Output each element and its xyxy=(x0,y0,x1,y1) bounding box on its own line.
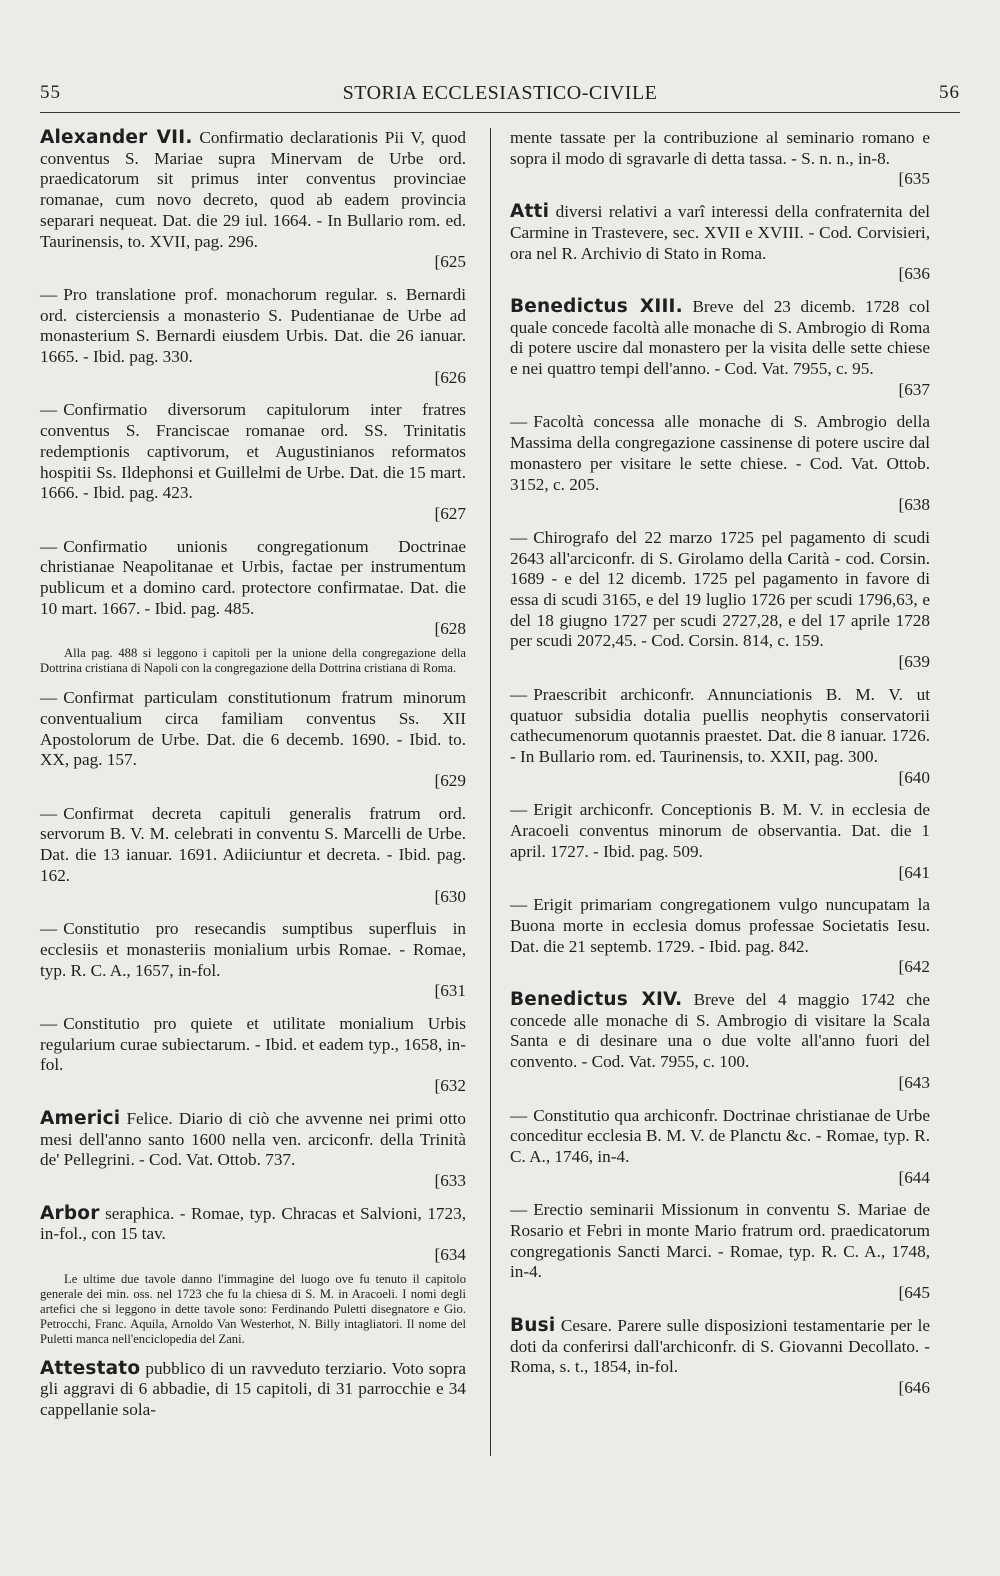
entry-number: [643 xyxy=(898,1072,930,1092)
entry-text: Erigit primariam congregationem vulgo nuncupatam la Buona morte in ecclesia domus professae Societatis Iesu. Dat. die 21 septemb. 1729. - Ibid. pag. 842. xyxy=(510,895,930,956)
entry-number: [645 xyxy=(898,1283,930,1303)
entry-number: [640 xyxy=(898,767,930,787)
catalog-entry xyxy=(40,919,466,1002)
catalog-entry xyxy=(40,688,466,792)
entry-text: Erectio seminarii Missionum in conventu S. Mariae de Rosario et Febri in monte Mario fratrum ord. praedicatorum congregationis Sancti Marci. - Romae, typ. R. C. A., 1748, in-4. xyxy=(510,1200,930,1282)
entry-heading: Benedictus XIV. xyxy=(510,989,683,1011)
catalog-entry xyxy=(40,1014,466,1097)
entry-dash: — xyxy=(510,800,528,820)
entry-number: [644 xyxy=(898,1167,930,1187)
entry-text: Praescribit archiconfr. Annunciationis B. M. V. ut quatuor subsidia dotalia puellis neophytis conservatorii cathecumenorum quotannis praestet. Dat. die 8 ianuar. 1726. - In Bullario rom. ed. Taurinensis, to. XXII, pag. 300. xyxy=(510,684,930,766)
running-head xyxy=(40,78,960,112)
catalog-entry xyxy=(510,528,930,673)
catalog-entry xyxy=(510,990,930,1094)
entry-number: [625 xyxy=(434,252,466,272)
entry-heading: Benedictus XIII. xyxy=(510,295,683,317)
entry-heading: Busi xyxy=(510,1314,556,1336)
entry-heading: Atti xyxy=(510,201,550,223)
catalog-entry xyxy=(510,1200,930,1304)
catalog-entry xyxy=(40,1109,466,1192)
entry-dash: — xyxy=(40,803,58,823)
entry-number: [638 xyxy=(898,495,930,515)
entry-number: [642 xyxy=(898,957,930,977)
entry-text: Confirmatio diversorum capitulorum inter fratres conventus S. Franciscae romanae ord. SS. Trinitatis redemptionis captivorum, et Augustinianos reformatos hospitii Ss. Ildephonsi et Guillelmi de Urbe. Dat. die 15 mart. 1666. - Ibid. pag. 423. xyxy=(40,400,466,503)
catalog-entry xyxy=(510,202,930,285)
page-number-left: 55 xyxy=(40,82,61,103)
entry-text: Breve del 4 maggio 1742 che concede alle monache di S. Ambrogio di visitare la Scala Santa e di desinare una o due volte all'anno fuori del convento. - Cod. Vat. 7955, c. 100. xyxy=(510,990,930,1072)
entry-text: Confirmatio declarationis Pii V, quod conventus S. Mariae supra Minervam de Urbe ord. praedicatorum sit primus inter conventus provinciae romanae, cum novo decreto, quod ab eadem provincia separari nequeat. Dat. die 29 iul. 1664. - In Bullario rom. ed. Taurinensis, to. XVII, pag. 296. xyxy=(40,128,466,251)
entry-number: [630 xyxy=(434,886,466,906)
catalog-entry xyxy=(40,128,466,273)
catalog-entry xyxy=(510,1316,930,1399)
entry-text: Confirmatio unionis congregationum Doctrinae christianae Neapolitanae et Urbis, factae per instrumentum publicum et a domino card. protectore confirmatae. Dat. die 10 mart. 1667. - Ibid. pag. 485. xyxy=(40,536,466,618)
entry-dash: — xyxy=(40,1014,58,1034)
catalog-entry xyxy=(40,285,466,389)
entry-number: [631 xyxy=(434,981,466,1001)
catalog-entry xyxy=(510,412,930,516)
entry-dash: — xyxy=(510,1105,528,1125)
entry-number: [628 xyxy=(434,619,466,639)
right-column xyxy=(510,128,930,1411)
entry-dash: — xyxy=(40,536,58,556)
entry-text: Chirografo del 22 marzo 1725 pel pagamento di scudi 2643 all'arciconfr. di S. Girolamo della Carità - cod. Corsin. 1689 - e del 12 dicemb. 1725 pel pagamento in favore di essa di scudi 3165, e del 19 luglio 1726 per scudi 1796,63, e del 18 giugno 1727 per scudi 2727,28, e del 17 aprile 1728 per scudi 2072,45. - Cod. Corsin. 814, c. 159. xyxy=(510,527,930,651)
entry-text: Confirmat particulam constitutionum fratrum minorum conventualium circa familiam conventus Ss. XII Apostolorum de Urbe. Dat. die 6 decemb. 1690. - Ibid. to. XX, pag. 157. xyxy=(40,688,466,770)
entry-dash: — xyxy=(40,688,58,708)
entry-text: diversi relativi a varî interessi della confraternita del Carmine in Trastevere, sec. XVII e XVIII. - Cod. Corvisieri, ora nel R. Archivio di Stato in Roma. xyxy=(510,202,930,263)
entry-number: [641 xyxy=(898,862,930,882)
entry-heading: Arbor xyxy=(40,1202,100,1224)
entry-text: seraphica. - Romae, typ. Chracas et Salvioni, 1723, in-fol., con 15 tav. xyxy=(40,1203,466,1244)
page-title: STORIA ECCLESIASTICO-CIVILE xyxy=(342,82,658,104)
entry-text: Breve del 23 dicemb. 1728 col quale concede facoltà alle monache di S. Ambrogio di Roma di potere uscire dal monastero per la visita delle sette chiese e nei quattro tempi dell'anno. - Cod. Vat. 7955, c. 95. xyxy=(510,296,930,379)
entry-number: [627 xyxy=(434,503,466,523)
entry-number: [636 xyxy=(898,264,930,284)
catalog-entry xyxy=(510,1106,930,1189)
catalog-entry xyxy=(510,128,930,190)
entry-number: [635 xyxy=(898,169,930,189)
catalog-entry xyxy=(510,800,930,883)
entry-number: [626 xyxy=(434,367,466,387)
entry-text: Felice. Diario di ciò che avvenne nei primi otto mesi dell'anno santo 1600 nella ven. arciconfr. della Trinità de' Pellegrini. - Cod. Vat. Ottob. 737. xyxy=(40,1108,466,1170)
entry-note: Le ultime due tavole danno l'immagine del luogo ove fu tenuto il capitolo generale dei min. oss. nel 1723 che fu la chiesa di S. M. in Aracoeli. I nomi degli artefici che si leggono in dette tavole sono: Ferdinando Puletti disegnatore e Gio. Petrocchi, Franc. Aquila, Arnoldo Van Westerhot, N. Billy intagliatori. Il nome del Puletti manca nell'enciclopedia del Zani. xyxy=(40,1271,466,1346)
entry-dash: — xyxy=(40,400,58,420)
entry-number: [632 xyxy=(434,1076,466,1096)
entry-number: [633 xyxy=(434,1170,466,1190)
catalog-entry xyxy=(510,297,930,401)
catalog-entry xyxy=(40,1204,466,1266)
catalog-entry xyxy=(510,685,930,789)
entry-heading: Alexander VII. xyxy=(40,127,193,148)
entry-dash: — xyxy=(510,412,528,432)
entry-note: Alla pag. 488 si leggono i capitoli per la unione della congregazione della Dottrina cristiana di Napoli con la congregazione della Dottrina cristiana di Roma. xyxy=(40,646,466,676)
entry-dash: — xyxy=(40,284,58,304)
entry-text: Cesare. Parere sulle disposizioni testamentarie per le doti da conferirsi dall'archiconfr. di S. Giovanni Decollato. - Roma, s. t., 1854, in-fol. xyxy=(510,1315,930,1377)
entry-number: [639 xyxy=(898,652,930,672)
entry-number: [629 xyxy=(434,770,466,790)
catalog-entry xyxy=(40,1359,466,1421)
column-divider xyxy=(490,128,491,1456)
catalog-entry xyxy=(40,400,466,524)
entry-text: pubblico di un ravveduto terziario. Voto sopra gli aggravi di 6 abbadie, di 15 capitoli, di 31 parrocchie e 34 cappellanie sola- xyxy=(40,1358,466,1420)
entry-dash: — xyxy=(510,895,528,915)
entry-dash: — xyxy=(510,1200,528,1220)
catalog-entry xyxy=(40,804,466,908)
entry-text: Constitutio pro resecandis sumptibus superfluis in ecclesiis et monasteriis monialium urbis Romae. - Romae, typ. R. C. A., 1657, in-fol. xyxy=(40,919,466,980)
header-rule xyxy=(40,112,960,113)
catalog-entry xyxy=(510,895,930,978)
entry-number: [646 xyxy=(898,1377,930,1397)
entry-number: [634 xyxy=(434,1245,466,1265)
entry-text: Erigit archiconfr. Conceptionis B. M. V. in ecclesia de Aracoeli conventus minorum de observantia. Dat. die 1 april. 1727. - Ibid. pag. 509. xyxy=(510,800,930,861)
entry-text: Facoltà concessa alle monache di S. Ambrogio della Massima della congregazione cassinense di potere uscire dal monastero per visitare le sette chiese. - Cod. Vat. Ottob. 3152, c. 205. xyxy=(510,412,930,494)
page-number-right: 56 xyxy=(939,82,960,103)
entry-heading: Attestato xyxy=(40,1357,141,1379)
entry-text: Constitutio pro quiete et utilitate monialium Urbis regularium curae subiectarum. - Ibid. et eadem typ., 1658, in-fol. xyxy=(40,1014,466,1075)
entry-text: Constitutio qua archiconfr. Doctrinae christianae de Urbe conceditur ecclesia B. M. V. de Planctu &c. - Romae, typ. R. C. A., 1746, in-4. xyxy=(510,1105,930,1166)
entry-text: Confirmat decreta capituli generalis fratrum ord. servorum B. V. M. celebrati in conventu S. Marcelli de Urbe. Dat. die 13 ianuar. 1691. Adiiciuntur et decreta. - Ibid. pag. 162. xyxy=(40,803,466,885)
entry-dash: — xyxy=(510,684,528,704)
entry-heading: Americi xyxy=(40,1107,121,1129)
entry-dash: — xyxy=(40,919,58,939)
catalog-entry xyxy=(40,537,466,641)
entry-text: Pro translatione prof. monachorum regular. s. Bernardi ord. cisterciensis a monasterio S. Pudentianae de Urbe ad monasterium S. Bernardi eiusdem Urbis. Dat. die 26 ianuar. 1665. - Ibid. pag. 330. xyxy=(40,284,466,367)
entry-number: [637 xyxy=(898,379,930,399)
entry-text: mente tassate per la contribuzione al seminario romano e sopra il modo di sgravarle di detta tassa. - S. n. n., in-8. xyxy=(510,128,930,168)
entry-dash: — xyxy=(510,527,528,547)
left-column xyxy=(40,128,466,1433)
